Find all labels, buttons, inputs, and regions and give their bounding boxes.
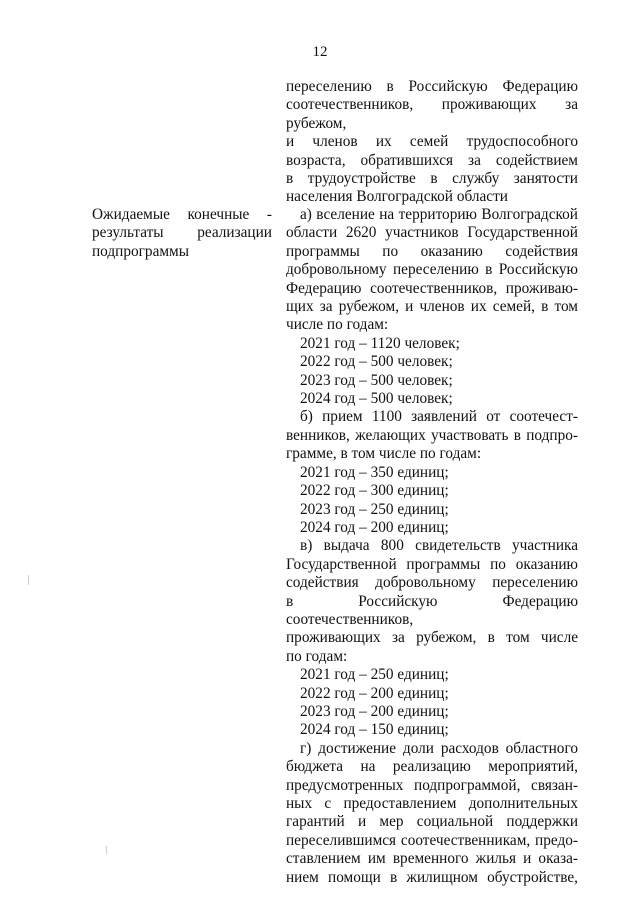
text-line: добровольному переселению в Российскую [286,261,578,279]
text-line: содействия добровольному переселению [286,574,578,592]
text-line: Государственной программы по оказанию [286,555,578,573]
text-line: программы по оказанию содействия [286,242,578,260]
text-line: Федерацию соотечественников, проживаю- [286,279,578,297]
year-item: 2022 год – 200 единиц; [300,684,449,702]
continuation-text [286,78,578,207]
year-item: 2022 год – 500 человек; [300,353,453,371]
text-line: возраста, обратившихся за содействием [286,151,578,169]
year-item: 2021 год – 1120 человек; [300,334,460,352]
label-line: результаты реализации [92,224,272,242]
text-line: грамме, в том числе по годам: [286,445,482,463]
year-item: 2024 год – 500 человек; [300,390,453,408]
text-line: а) вселение на территорию Волгоградской [300,206,578,223]
year-item: 2023 год – 500 человек; [300,371,453,389]
text-line: соотечественников, проживающих за рубежом, [286,96,578,132]
expected-results [286,206,578,887]
text-line: венников, желающих участвовать в подпро- [286,426,578,444]
text-line: предусмотренных подпрограммой, связан- [286,776,578,794]
text-line: числе по годам: [286,316,389,334]
text-line: переселению в Российскую Федерацию [286,78,578,95]
scan-speck [28,575,29,585]
page-number: 12 [312,44,328,60]
text-line: проживающих за рубежом, в том числе [286,629,578,647]
text-line: населения Волгоградской области [286,188,508,206]
text-line: в) выдача 800 свидетельств участника [300,537,578,555]
year-item: 2022 год – 300 единиц; [300,482,449,500]
text-line: и членов их семей трудоспособного [286,133,578,151]
label-line: Ожидаемые конечные - [92,206,272,223]
year-item: 2021 год – 350 единиц; [300,463,449,481]
text-line: по годам: [286,647,348,665]
year-item: 2023 год – 200 единиц; [300,702,449,720]
text-line: нием помощи в жилищном обустройстве, [286,868,578,886]
text-line: ставлением им временного жилья и оказа- [286,850,578,868]
text-line: в Российскую Федерацию соотечественников, [286,592,578,628]
label-line: подпрограммы [92,242,190,260]
year-item: 2023 год – 250 единиц; [300,500,449,518]
year-item: 2021 год – 250 единиц; [300,666,449,684]
year-item: 2024 год – 200 единиц; [300,518,449,536]
year-item: 2024 год – 150 единиц; [300,721,449,739]
text-line: бюджета на реализацию мероприятий, [286,758,578,776]
text-line: ных с предоставлением дополнительных [286,795,578,812]
text-line: в трудоустройстве в службу занятости [286,170,578,188]
text-line: гарантий и мер социальной поддержки [286,813,578,831]
row-label [92,206,272,261]
text-line: щих за рубежом, и членов их семей, в том [286,298,578,316]
text-line: переселившимся соотечественникам, предо- [286,831,578,849]
text-line: г) достижение доли расходов областного [300,739,578,757]
text-line: области 2620 участников Государственной [286,224,578,242]
text-line: б) прием 1100 заявлений от соотечест- [300,408,578,426]
scan-speck [106,846,107,854]
